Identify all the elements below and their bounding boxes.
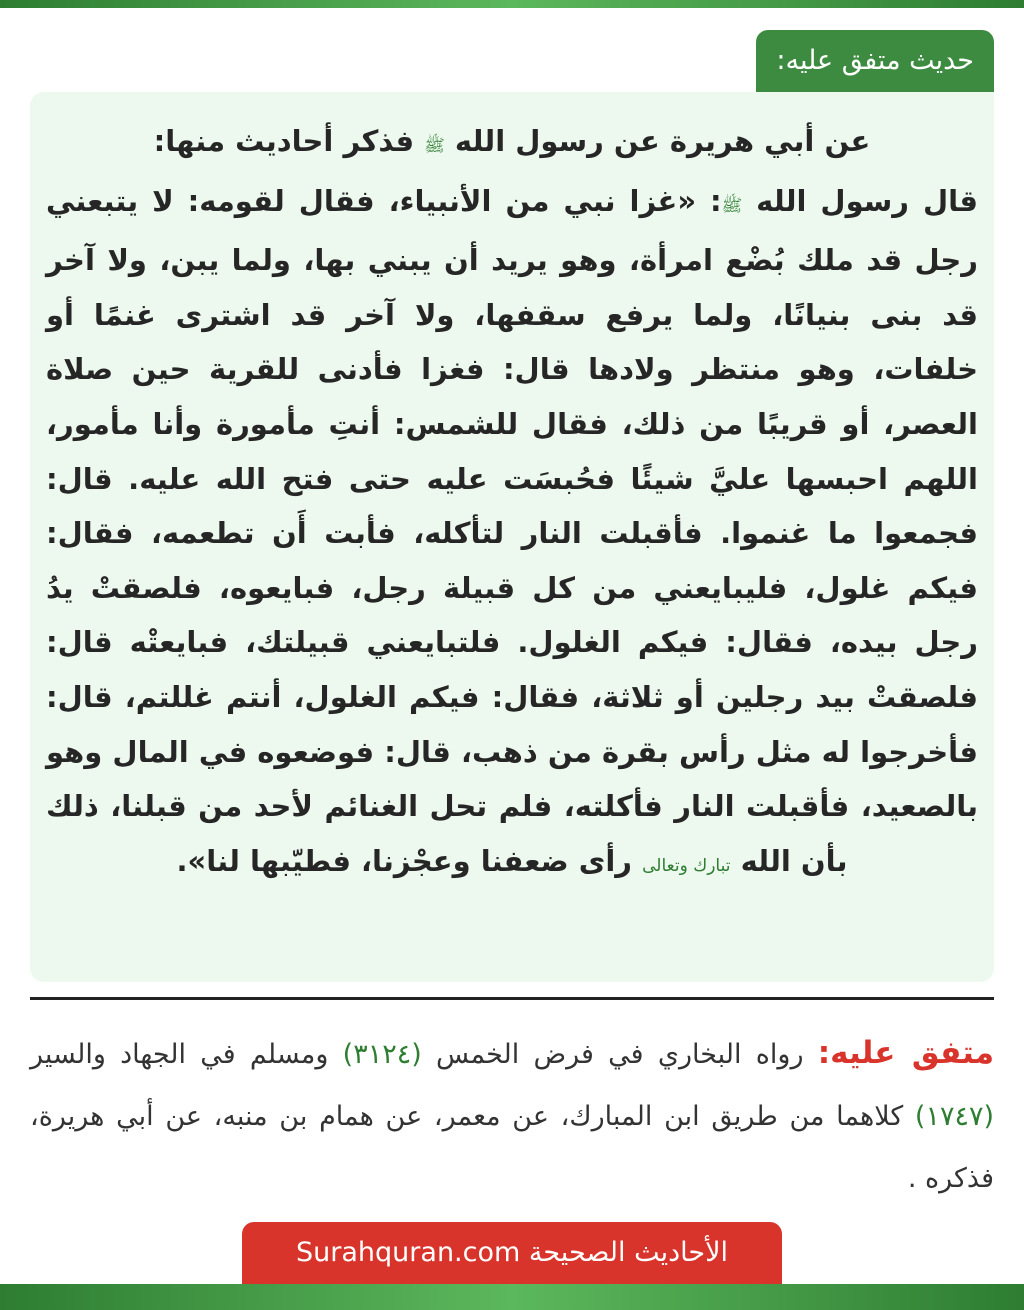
- hadith-intro-text: عن أبي هريرة عن رسول الله: [454, 124, 871, 158]
- source-label: متفق عليه:: [817, 1035, 995, 1071]
- reference-number-muslim: (١٧٤٧): [914, 1101, 994, 1132]
- hadith-text-end: رأى ضعفنا وعجْزنا، فطيّبها لنا».: [176, 843, 633, 878]
- tabaraka-glyph: تبارك وتعالى: [642, 855, 731, 876]
- site-badge-label: الأحاديث الصحيحة Surahquran.com: [296, 1237, 728, 1268]
- site-badge: [242, 1222, 782, 1284]
- hadith-type-tag: [756, 30, 994, 92]
- hadith-intro-line: [46, 114, 978, 174]
- source-text-3: كلاهما من طريق ابن المبارك، عن معمر، عن همام بن منبه، عن أبي هريرة، فذكره .: [30, 1101, 994, 1194]
- hadith-text-start: قال رسول الله: [756, 183, 978, 218]
- hadith-intro-end: فذكر أحاديث منها:: [153, 124, 415, 158]
- top-decorative-bar: [0, 0, 1024, 8]
- salawat-glyph-2: ﷺ: [721, 195, 743, 216]
- source-paragraph: [30, 1022, 994, 1210]
- hadith-text-box: [30, 92, 994, 982]
- reference-number-bukhari: (٣١٢٤): [342, 1039, 422, 1070]
- hadith-body: [46, 174, 978, 894]
- hadith-text-main: : «غزا نبي من الأنبياء، فقال لقومه: لا يتبعني رجل قد ملك بُضْع امرأة، وهو يريد أن يبني بها، ولما يبن، ولا آخر قد بنى بنيانًا، ولما يرفع سقفها، ولا آخر قد اشترى غنمًا أو خلفات، وهو منتظر ولادها قال: فغزا فأدنى للقرية حين صلاة العصر، أو قريبًا من ذلك، فقال للشمس: أنتِ مأمورة وأنا مأمور، اللهم احبسها عليَّ شيئًا فحُبسَت عليه حتى فتح الله عليه. قال: فجمعوا ما غنموا. فأقبلت النار لتأكله، فأبت أَن تطعمه، فقال: فيكم غلول، فليبايعني من كل قبيلة رجل، فبايعوه، فلصقتْ يدُ رجل بيده، فقال: فيكم الغلول. فلتبايعني قبيلتك، فبايعتْه قال: فلصقتْ بيد رجلين أو ثلاثة، فقال: فيكم الغلول، أنتم غللتم، قال: فأخرجوا له مثل رأس بقرة من ذهب، قال: فوضعوه في المال وهو بالصعيد، فأقبلت النار فأكلته، فلم تحل الغنائم لأحد من قبلنا، ذلك بأن الله: [46, 183, 978, 878]
- hadith-type-label: حديث متفق عليه:: [776, 45, 974, 76]
- bottom-decorative-bar: [0, 1284, 1024, 1310]
- section-divider: [30, 997, 994, 1000]
- source-text-2: ومسلم في الجهاد والسير: [30, 1039, 343, 1070]
- source-text-1: رواه البخاري في فرض الخمس: [421, 1039, 818, 1070]
- salawat-glyph: ﷺ: [424, 136, 445, 156]
